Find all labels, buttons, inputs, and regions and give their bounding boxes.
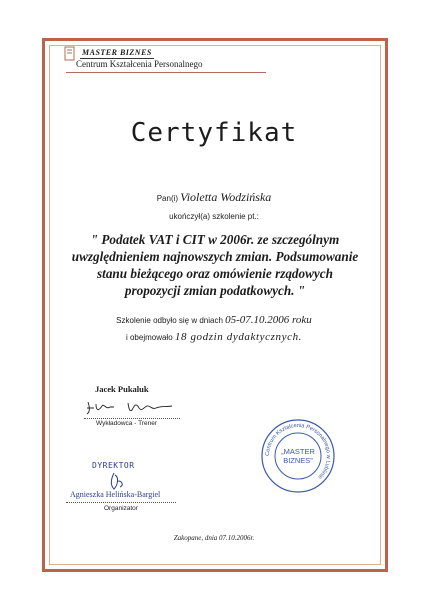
- dates-line: [0, 314, 428, 326]
- director-signature-line: [66, 502, 176, 503]
- hours-label: i obejmowało: [125, 333, 173, 342]
- trainer-signature: [84, 398, 184, 418]
- stamp-center-line1: „MASTER: [281, 447, 315, 456]
- dates-value: 05-07.10.2006 roku: [225, 314, 312, 326]
- logo: [58, 46, 228, 80]
- recipient-name: Violetta Wodzińska: [180, 190, 272, 204]
- logo-subtitle: Centrum Kształcenia Personalnego: [76, 59, 203, 69]
- trainer-role: Wykładowca - Trener: [96, 420, 157, 427]
- logo-divider: [66, 72, 266, 73]
- director-label: DYREKTOR: [92, 461, 135, 470]
- recipient-line: [0, 190, 428, 205]
- logo-mark-icon: [64, 46, 76, 62]
- director-name: Agnieszka Helińska-Bargiel: [70, 490, 161, 499]
- hours-value: 18 godzin dydaktycznych.: [174, 331, 303, 343]
- dates-label: Szkolenie odbyło się w dniach: [116, 316, 223, 325]
- recipient-prefix: Pan(i): [156, 194, 179, 203]
- trainer-signature-line: [84, 418, 180, 419]
- trainer-name: Jacek Pukaluk: [95, 384, 149, 394]
- place-date: Zakopane, dnia 07.10.2006r.: [173, 534, 255, 542]
- hours-line: [0, 331, 428, 343]
- completed-label: ukończył(a) szkolenie pt.:: [169, 212, 259, 221]
- stamp-center-line2: BIZNES”: [283, 456, 313, 465]
- course-title: " Podatek VAT i CIT w 2006r. ze szczególnym uwzględnieniem najnowszych zmian. Podsumowanie stanu bieżącego oraz omówienie rządowych propozycji zmian podatkowych. ": [71, 232, 359, 298]
- certificate-title: Certyfikat: [130, 118, 298, 148]
- stamp-ring-text: Centrum Kształcenia Personalnego w Lublinie: [264, 422, 332, 480]
- logo-brand: MASTER BIZNES: [82, 48, 152, 57]
- director-role: Organizator: [104, 505, 138, 512]
- organization-stamp: [260, 418, 336, 494]
- director-signature: [100, 471, 140, 491]
